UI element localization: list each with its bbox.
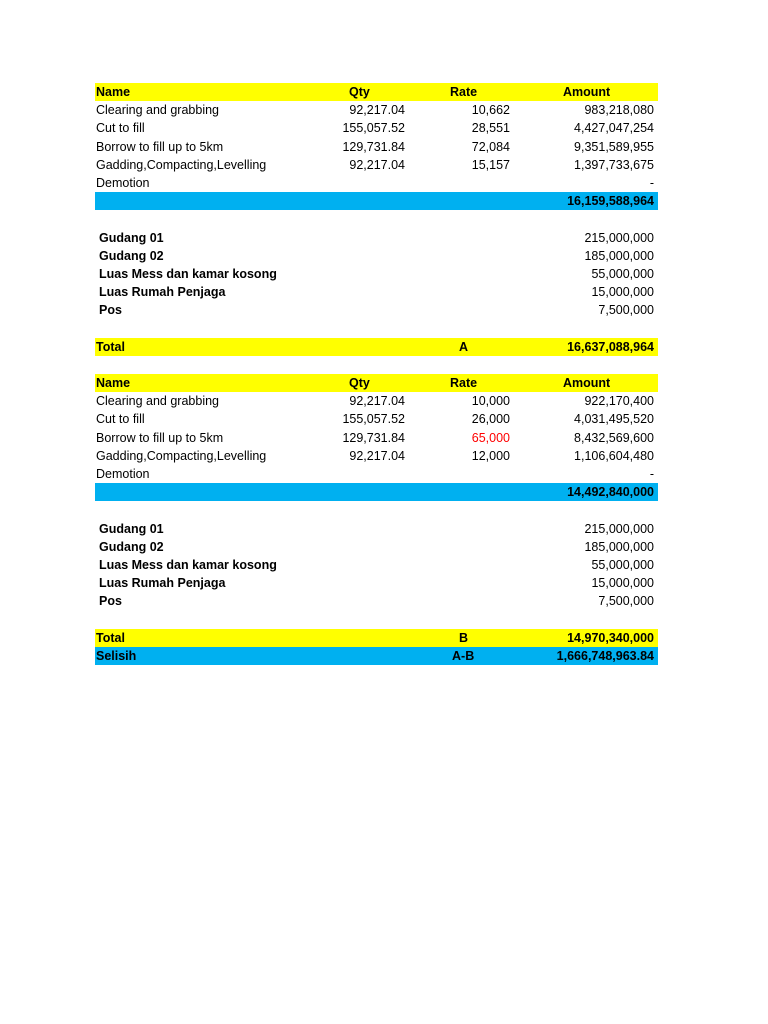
item-name: Clearing and grabbing <box>96 394 220 409</box>
item-amount: 983,218,080 <box>584 103 654 118</box>
building-row <box>95 247 658 265</box>
item-rate: 10,662 <box>471 103 510 118</box>
item-amount: 4,427,047,254 <box>574 121 654 136</box>
building-amount: 55,000,000 <box>591 557 654 572</box>
building-row <box>95 520 658 538</box>
total-amount: 16,637,088,964 <box>567 339 654 354</box>
header-rate: Rate <box>450 376 478 390</box>
difference-row <box>95 647 658 665</box>
building-name: Gudang 01 <box>99 521 164 536</box>
item-qty: 92,217.04 <box>349 103 405 118</box>
item-name: Cut to fill <box>96 412 145 427</box>
building-name: Luas Mess dan kamar kosong <box>99 266 277 281</box>
item-amount: 1,397,733,675 <box>574 157 654 172</box>
item-name: Gadding,Compacting,Levelling <box>96 448 267 463</box>
subtotal-row <box>95 192 658 210</box>
building-amount: 185,000,000 <box>584 248 654 263</box>
table-row <box>95 465 658 483</box>
building-row <box>95 229 658 247</box>
item-rate-highlighted: 65,000 <box>471 430 510 445</box>
building-amount: 185,000,000 <box>584 539 654 554</box>
difference-label: Selisih <box>96 648 137 663</box>
total-row-a <box>95 338 658 356</box>
spacer <box>95 610 658 628</box>
spacer <box>95 319 658 337</box>
table-a-header-row <box>95 83 658 101</box>
table-row <box>95 119 658 137</box>
building-row <box>95 283 658 301</box>
building-row <box>95 556 658 574</box>
header-name: Name <box>96 376 131 390</box>
building-name: Gudang 02 <box>99 248 164 263</box>
table-row <box>95 392 658 410</box>
item-name: Clearing and grabbing <box>96 103 220 118</box>
building-name: Pos <box>99 303 122 318</box>
spacer <box>95 501 658 519</box>
subtotal-row <box>95 483 658 501</box>
spacer <box>95 210 658 228</box>
table-row <box>95 447 658 465</box>
item-amount: 4,031,495,520 <box>574 412 654 427</box>
table-row <box>95 101 658 119</box>
building-name: Luas Rumah Penjaga <box>99 285 226 300</box>
total-code: A <box>459 339 469 354</box>
item-rate: 12,000 <box>471 448 510 463</box>
total-label: Total <box>96 339 125 354</box>
building-row <box>95 265 658 283</box>
item-name: Borrow to fill up to 5km <box>96 139 224 154</box>
building-amount: 215,000,000 <box>584 230 654 245</box>
header-qty: Qty <box>349 376 370 390</box>
building-name: Gudang 01 <box>99 230 164 245</box>
table-row <box>95 156 658 174</box>
building-name: Luas Rumah Penjaga <box>99 576 226 591</box>
total-amount: 14,970,340,000 <box>567 630 654 645</box>
table-row <box>95 174 658 192</box>
header-amount: Amount <box>563 376 611 390</box>
item-qty: 155,057.52 <box>342 121 405 136</box>
item-rate: 26,000 <box>471 412 510 427</box>
building-name: Luas Mess dan kamar kosong <box>99 557 277 572</box>
building-amount: 215,000,000 <box>584 521 654 536</box>
building-amount: 7,500,000 <box>598 303 654 318</box>
building-name: Gudang 02 <box>99 539 164 554</box>
item-qty: 92,217.04 <box>349 157 405 172</box>
building-row <box>95 538 658 556</box>
header-amount: Amount <box>563 85 611 99</box>
item-name: Demotion <box>96 175 150 190</box>
difference-code: A-B <box>452 648 475 663</box>
item-qty: 155,057.52 <box>342 412 405 427</box>
subtotal-amount: 14,492,840,000 <box>567 485 654 500</box>
item-rate: 10,000 <box>471 394 510 409</box>
building-amount: 7,500,000 <box>598 594 654 609</box>
table-b-header-row <box>95 374 658 392</box>
item-amount: 8,432,569,600 <box>574 430 654 445</box>
item-qty: 129,731.84 <box>342 430 405 445</box>
table-row <box>95 138 658 156</box>
building-row <box>95 301 658 319</box>
header-qty: Qty <box>349 85 370 99</box>
building-amount: 15,000,000 <box>591 576 654 591</box>
item-name: Demotion <box>96 466 150 481</box>
item-amount: - <box>649 466 654 481</box>
header-name: Name <box>96 85 131 99</box>
table-row <box>95 410 658 428</box>
table-row <box>95 429 658 447</box>
total-code: B <box>459 630 469 645</box>
spacer <box>95 356 658 374</box>
item-qty: 92,217.04 <box>349 394 405 409</box>
item-qty: 92,217.04 <box>349 448 405 463</box>
item-amount: 9,351,589,955 <box>574 139 654 154</box>
total-label: Total <box>96 630 125 645</box>
item-amount: - <box>649 175 654 190</box>
item-qty: 129,731.84 <box>342 139 405 154</box>
subtotal-amount: 16,159,588,964 <box>567 194 654 209</box>
building-row <box>95 592 658 610</box>
item-name: Cut to fill <box>96 121 145 136</box>
building-amount: 15,000,000 <box>591 285 654 300</box>
total-row-b <box>95 629 658 647</box>
building-amount: 55,000,000 <box>591 266 654 281</box>
item-rate: 72,084 <box>471 139 510 154</box>
item-name: Borrow to fill up to 5km <box>96 430 224 445</box>
building-name: Pos <box>99 594 122 609</box>
item-amount: 922,170,400 <box>584 394 654 409</box>
item-rate: 15,157 <box>471 157 510 172</box>
item-rate: 28,551 <box>471 121 510 136</box>
item-name: Gadding,Compacting,Levelling <box>96 157 267 172</box>
building-row <box>95 574 658 592</box>
difference-amount: 1,666,748,963.84 <box>556 648 654 663</box>
header-rate: Rate <box>450 85 478 99</box>
spreadsheet <box>95 83 658 665</box>
item-amount: 1,106,604,480 <box>574 448 654 463</box>
